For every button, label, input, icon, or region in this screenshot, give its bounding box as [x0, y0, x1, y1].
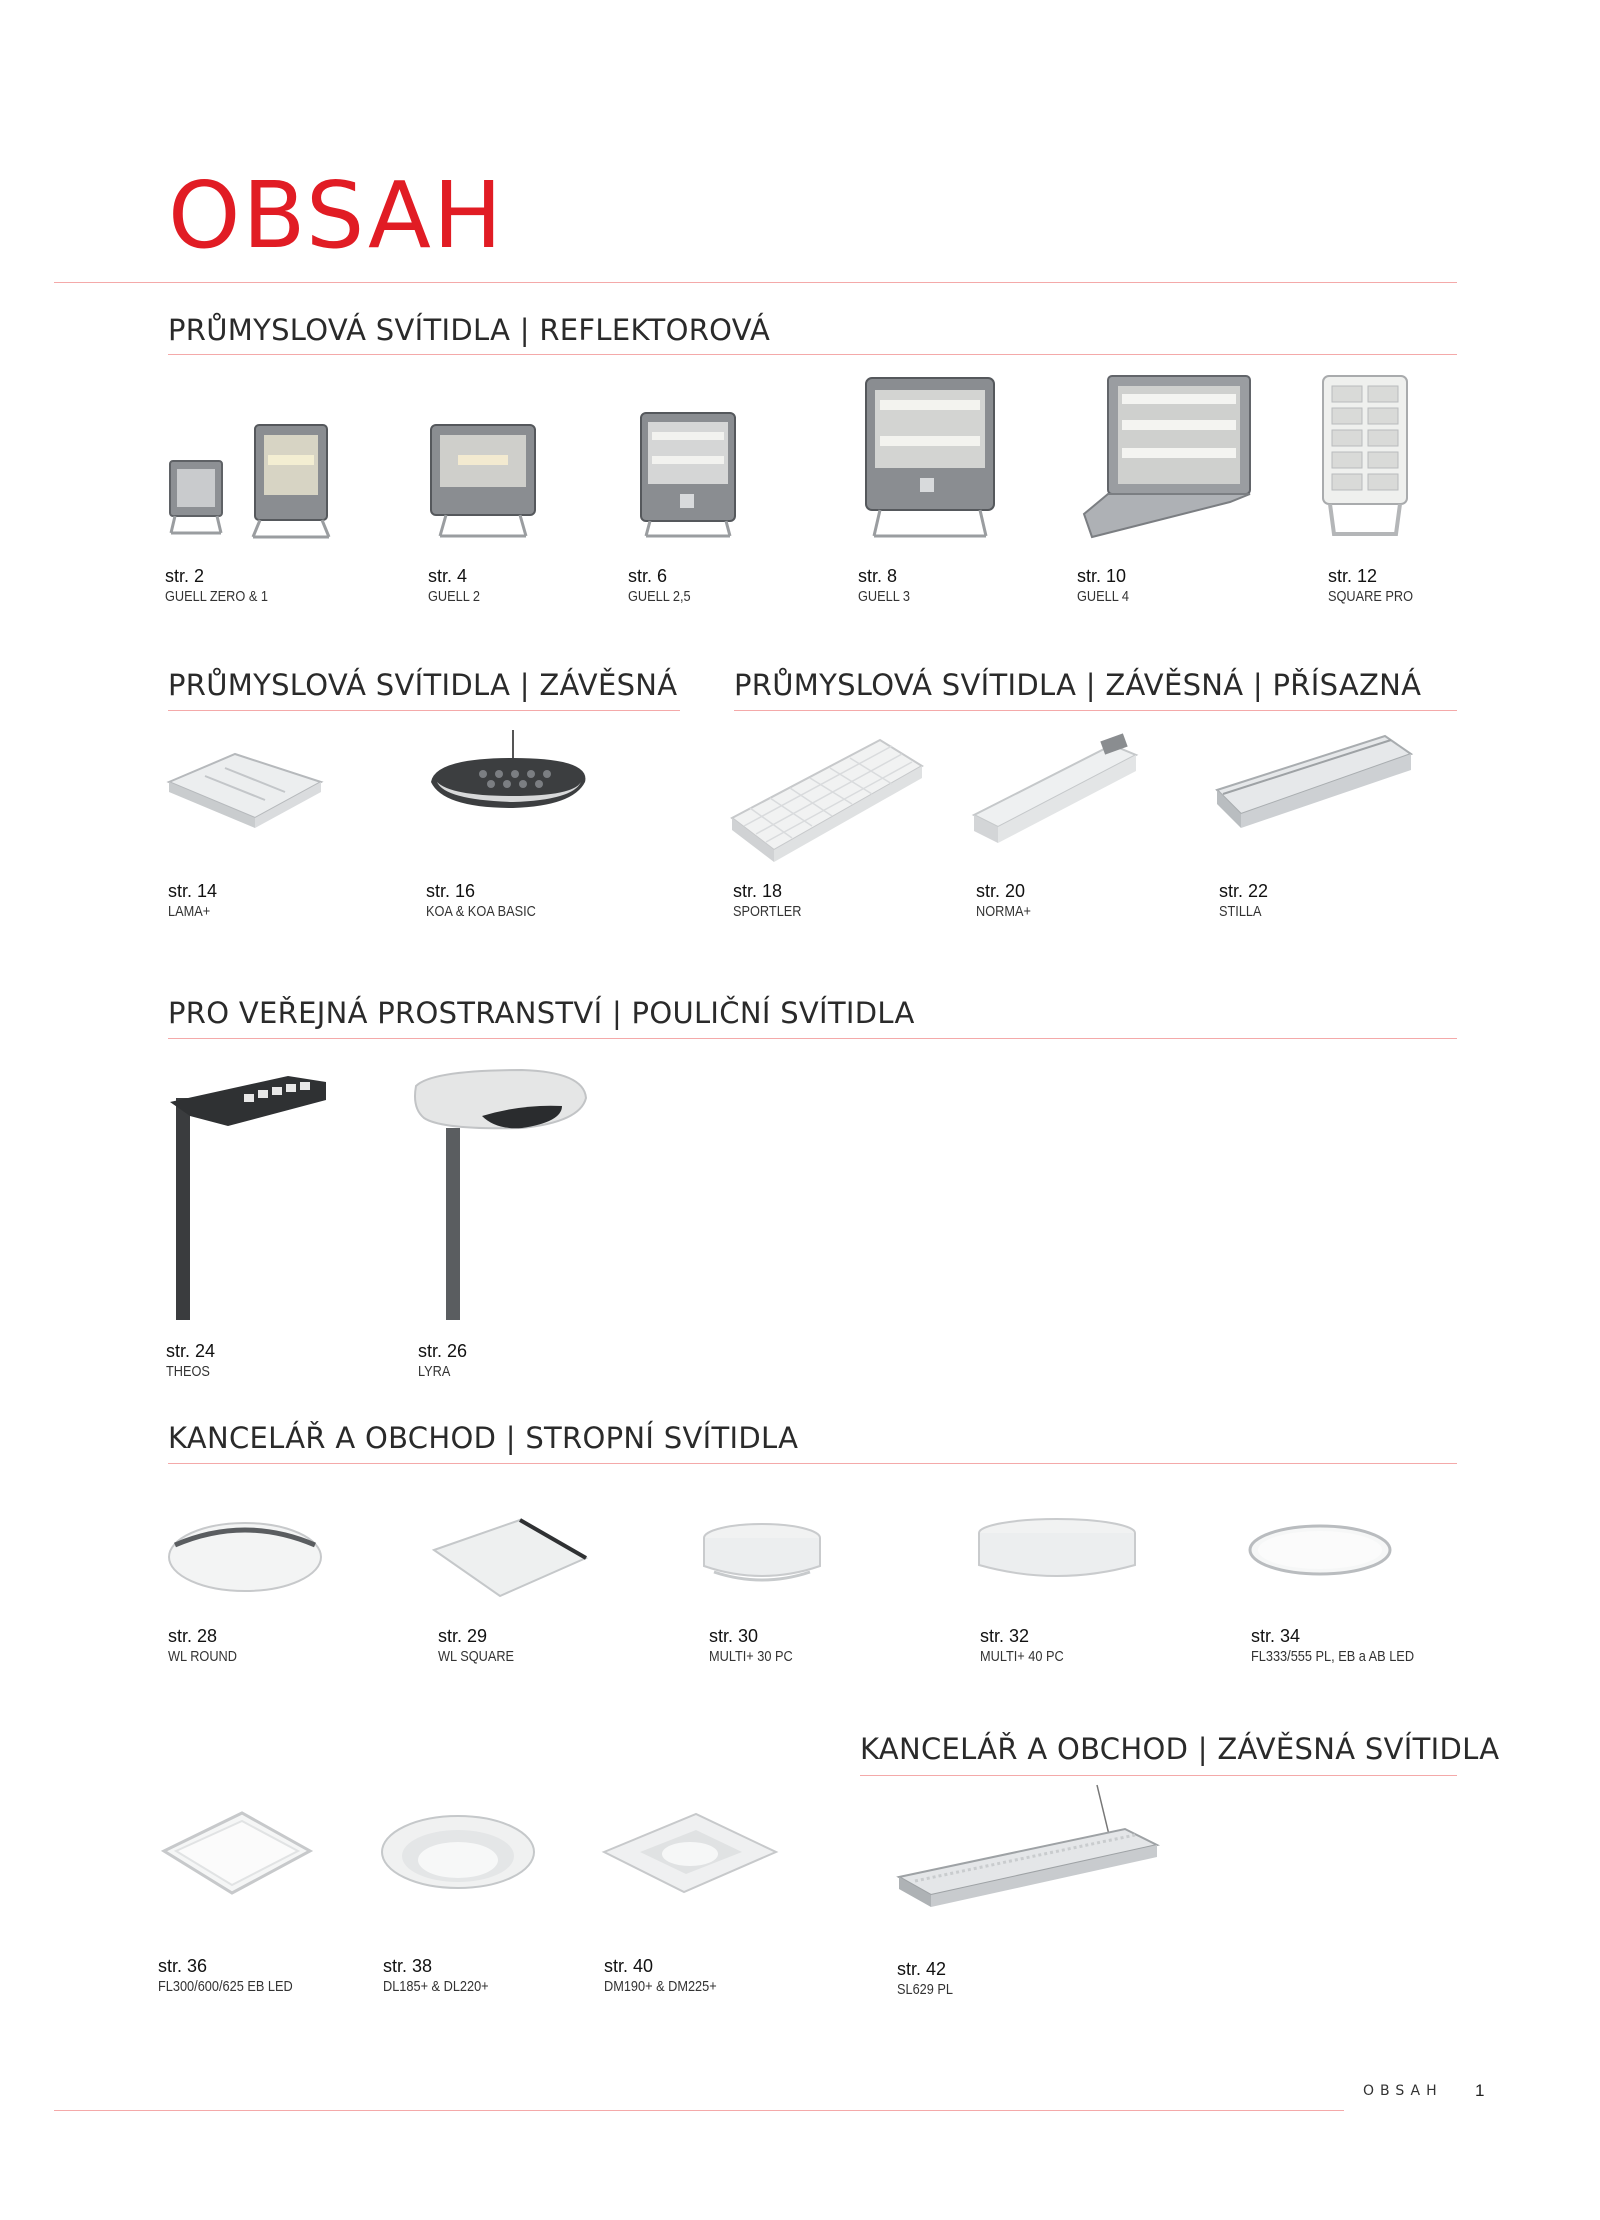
downlight-square-icon: [600, 1808, 780, 1898]
square-panel-icon: [160, 1805, 315, 1900]
page-ref: str. 22: [1219, 881, 1269, 901]
downlight-round-icon: [378, 1810, 538, 1895]
product-name: WL ROUND: [168, 1648, 237, 1665]
page-ref: str. 38: [383, 1956, 433, 1976]
catalog-item: [166, 1340, 366, 1382]
page-ref: str. 6: [628, 566, 668, 586]
page-ref: str. 32: [980, 1626, 1030, 1646]
page-ref: str. 26: [418, 1341, 468, 1361]
page-ref: str. 34: [1251, 1626, 1301, 1646]
floodlight-wide-icon: [1080, 372, 1260, 540]
page-ref: str. 36: [158, 1956, 208, 1976]
floodlight-grid-icon: [1320, 372, 1410, 540]
section-divider: [168, 1038, 1457, 1039]
catalog-item: [733, 880, 933, 922]
product-name: SL629 PL: [897, 1981, 954, 1998]
catalog-item: [158, 1955, 358, 1997]
catalog-item: [165, 565, 365, 607]
page-title: OBSAH: [168, 162, 505, 269]
catalog-item: [418, 1340, 618, 1382]
floodlight-small-icon: [165, 415, 335, 540]
catalog-item: [426, 880, 626, 922]
catalog-item: [976, 880, 1176, 922]
section-heading-stropni: KANCELÁŘ A OBCHOD | STROPNÍ SVÍTIDLA: [168, 1421, 799, 1455]
catalog-item: [858, 565, 1058, 607]
catalog-item: [628, 565, 828, 607]
page-ref: str. 20: [976, 881, 1026, 901]
catalog-item: [438, 1625, 638, 1667]
page-ref: str. 30: [709, 1626, 759, 1646]
page-ref: str. 4: [428, 566, 468, 586]
product-name: FL333/555 PL, EB a AB LED: [1251, 1648, 1415, 1665]
catalog-item: [168, 880, 368, 922]
product-name: LAMA+: [168, 903, 211, 920]
section-divider: [168, 354, 1457, 355]
product-name: GUELL 4: [1077, 588, 1129, 605]
ceiling-square-icon: [430, 1510, 590, 1605]
product-name: WL SQUARE: [438, 1648, 515, 1665]
section-heading-zavesna: PRŮMYSLOVÁ SVÍTIDLA | ZÁVĚSNÁ: [168, 668, 678, 702]
product-name: LYRA: [418, 1363, 451, 1380]
ceiling-disc-icon: [1245, 1520, 1395, 1585]
product-name: STILLA: [1219, 903, 1262, 920]
catalog-item: [1251, 1625, 1471, 1667]
catalog-item: [1077, 565, 1277, 607]
product-name: MULTI+ 40 PC: [980, 1648, 1064, 1665]
product-name: MULTI+ 30 PC: [709, 1648, 793, 1665]
product-name: GUELL 2,5: [628, 588, 691, 605]
catalog-item: [428, 565, 628, 607]
product-name: NORMA+: [976, 903, 1031, 920]
page-ref: str. 12: [1328, 566, 1378, 586]
page-ref: str. 29: [438, 1626, 488, 1646]
product-name: THEOS: [166, 1363, 210, 1380]
section-heading-reflektorova: PRŮMYSLOVÁ SVÍTIDLA | REFLEKTOROVÁ: [168, 313, 771, 347]
floodlight-icon: [638, 408, 738, 540]
street-light-icon: [168, 1068, 328, 1323]
page-ref: str. 2: [165, 566, 205, 586]
ceiling-drum-icon: [975, 1515, 1140, 1590]
catalog-item: [709, 1625, 909, 1667]
title-divider: [54, 282, 1457, 283]
section-divider: [734, 710, 1457, 711]
section-heading-prisazna: PRŮMYSLOVÁ SVÍTIDLA | ZÁVĚSNÁ | PŘÍSAZNÁ: [734, 668, 1422, 702]
ceiling-round-icon: [165, 1515, 325, 1595]
page-ref: str. 10: [1077, 566, 1127, 586]
section-divider: [860, 1775, 1457, 1776]
product-name: GUELL ZERO & 1: [165, 588, 268, 605]
page-ref: str. 18: [733, 881, 783, 901]
product-name: DM190+ & DM225+: [604, 1978, 717, 1995]
catalog-item: [604, 1955, 804, 1997]
page-ref: str. 14: [168, 881, 218, 901]
linear-profile-icon: [1215, 730, 1415, 845]
section-heading-zavesna-kancelar: KANCELÁŘ A OBCHOD | ZÁVĚSNÁ SVÍTIDLA: [860, 1732, 1500, 1766]
product-name: GUELL 3: [858, 588, 910, 605]
section-divider: [168, 1463, 1457, 1464]
highbay-panel-icon: [165, 748, 325, 833]
product-name: FL300/600/625 EB LED: [158, 1978, 293, 1995]
catalog-item: [897, 1958, 1097, 2000]
footer-divider: [54, 2110, 1344, 2111]
floodlight-large-icon: [860, 372, 1000, 540]
product-name: DL185+ & DL220+: [383, 1978, 489, 1995]
catalog-item: [1328, 565, 1528, 607]
page-ref: str. 8: [858, 566, 898, 586]
product-name: SPORTLER: [733, 903, 802, 920]
product-name: KOA & KOA BASIC: [426, 903, 536, 920]
page-ref: str. 40: [604, 1956, 654, 1976]
highbay-round-icon: [423, 730, 593, 820]
catalog-item: [1219, 880, 1419, 922]
grid-panel-icon: [730, 738, 925, 863]
catalog-item: [383, 1955, 583, 1997]
page-ref: str. 42: [897, 1959, 947, 1979]
floodlight-icon: [428, 420, 538, 540]
page-number: 1: [1475, 2081, 1485, 2100]
product-name: SQUARE PRO: [1328, 588, 1414, 605]
product-name: GUELL 2: [428, 588, 480, 605]
page-ref: str. 28: [168, 1626, 218, 1646]
page-ref: str. 16: [426, 881, 476, 901]
street-light-round-icon: [412, 1068, 592, 1323]
suspended-linear-icon: [895, 1785, 1165, 1920]
catalog-item: [980, 1625, 1180, 1667]
linear-tube-icon: [972, 735, 1142, 850]
ceiling-drum-icon: [700, 1520, 825, 1590]
footer-label: OBSAH: [1363, 2083, 1443, 2099]
catalog-item: [168, 1625, 368, 1667]
section-divider: [168, 710, 680, 711]
section-heading-poulicni: PRO VEŘEJNÁ PROSTRANSTVÍ | POULIČNÍ SVÍTIDLA: [168, 996, 915, 1030]
page-ref: str. 24: [166, 1341, 216, 1361]
